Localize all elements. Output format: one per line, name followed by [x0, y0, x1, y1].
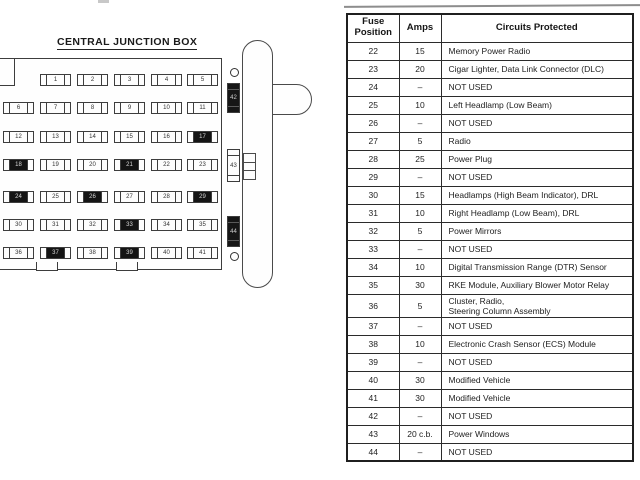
fuse-number: 41: [199, 250, 206, 256]
fuse-43: [227, 149, 240, 182]
cell-circuits: RKE Module, Auxiliary Blower Motor Relay: [441, 276, 633, 294]
fuse-7: [40, 102, 71, 114]
cell-fuse-position: 30: [347, 186, 399, 204]
fuse-number: 37: [47, 248, 64, 258]
table-row-fuse-42: [347, 407, 633, 425]
cell-fuse-position: 37: [347, 317, 399, 335]
fuse-9: [114, 102, 145, 114]
fuse-number: 4: [164, 77, 169, 83]
fuse-42: [227, 83, 240, 113]
cell-amps: 5: [399, 294, 441, 317]
cell-fuse-position: 42: [347, 407, 399, 425]
fuse-table-body: [347, 42, 633, 461]
fuse-terminal: [211, 103, 217, 113]
fuse-terminal: [228, 175, 239, 181]
fuse-terminal: [228, 106, 239, 112]
fuse-5: [187, 74, 218, 86]
fuse-number: 19: [52, 162, 59, 168]
mount-hole-strip-bottom-icon: [230, 252, 239, 261]
fuse-33: [114, 219, 145, 231]
cell-circuits: Headlamps (High Beam Indicator), DRL: [441, 186, 633, 204]
fuse-number: 30: [15, 222, 22, 228]
fuse-number: 1: [53, 77, 58, 83]
cell-amps: 10: [399, 258, 441, 276]
table-row-fuse-38: [347, 335, 633, 353]
cell-circuits: NOT USED: [441, 168, 633, 186]
fuse-number: 25: [52, 194, 59, 200]
fuse-number: 31: [52, 222, 59, 228]
fuse-8: [77, 102, 108, 114]
fuse-number: 38: [89, 250, 96, 256]
fuse-23: [187, 159, 218, 171]
cell-circuits: Electronic Crash Sensor (ECS) Module: [441, 335, 633, 353]
fuse-terminal: [27, 248, 33, 258]
fuse-6: [3, 102, 34, 114]
fuse-table-panel: [346, 13, 634, 462]
fuse-number: 36: [15, 250, 22, 256]
fuse-37: [40, 247, 71, 259]
table-row-fuse-25: [347, 96, 633, 114]
table-row-fuse-33: [347, 240, 633, 258]
cell-amps: 10: [399, 204, 441, 222]
fuse-number: 12: [15, 134, 22, 140]
fuse-number: 40: [163, 250, 170, 256]
fuse-4: [151, 74, 182, 86]
fuse-terminal: [27, 160, 33, 170]
fuse-terminal: [27, 220, 33, 230]
col-header-amps: Amps: [399, 14, 441, 42]
cell-circuits: Modified Vehicle: [441, 371, 633, 389]
cell-fuse-position: 29: [347, 168, 399, 186]
cell-amps: 25: [399, 150, 441, 168]
fuse-15: [114, 131, 145, 143]
fuse-number: 33: [121, 220, 138, 230]
mount-hole-strip-top-icon: [230, 68, 239, 77]
cell-fuse-position: 25: [347, 96, 399, 114]
cell-fuse-position: 34: [347, 258, 399, 276]
cell-amps: –: [399, 78, 441, 96]
fuse-terminal: [101, 160, 107, 170]
fuse-terminal: [175, 192, 181, 202]
fuse-terminal: [101, 220, 107, 230]
cell-amps: 20 c.b.: [399, 425, 441, 443]
fuse-terminal: [27, 192, 33, 202]
cell-circuits: Memory Power Radio: [441, 42, 633, 60]
cell-amps: 15: [399, 42, 441, 60]
fuse-terminal: [211, 132, 217, 142]
fuse-terminal: [175, 160, 181, 170]
cell-circuits: NOT USED: [441, 317, 633, 335]
table-row-fuse-27: [347, 132, 633, 150]
fuse-terminal: [64, 220, 70, 230]
fuse-number: 26: [84, 192, 101, 202]
fuse-terminal: [211, 160, 217, 170]
fuse-terminal: [64, 132, 70, 142]
cell-fuse-position: 41: [347, 389, 399, 407]
fuse-number: 44: [230, 228, 237, 235]
col-header-circuits: Circuits Protected: [441, 14, 633, 42]
fuse-32: [77, 219, 108, 231]
fuse-terminal: [138, 103, 144, 113]
cell-circuits: Right Headlamp (Low Beam), DRL: [441, 204, 633, 222]
cell-amps: –: [399, 114, 441, 132]
fuse-terminal: [101, 192, 107, 202]
fuse-number: 6: [16, 105, 21, 111]
fuse-number: 11: [199, 105, 206, 111]
cell-amps: 15: [399, 186, 441, 204]
table-row-fuse-40: [347, 371, 633, 389]
cell-fuse-position: 44: [347, 443, 399, 461]
cell-fuse-position: 32: [347, 222, 399, 240]
fuse-number: 35: [199, 222, 206, 228]
cell-circuits: NOT USED: [441, 407, 633, 425]
table-row-fuse-44: [347, 443, 633, 461]
fuse-terminal: [138, 192, 144, 202]
cell-fuse-position: 24: [347, 78, 399, 96]
fuse-18: [3, 159, 34, 171]
fuse-20: [77, 159, 108, 171]
fuse-10: [151, 102, 182, 114]
cell-circuits: Digital Transmission Range (DTR) Sensor: [441, 258, 633, 276]
fuse-terminal: [64, 160, 70, 170]
fuse-number: 39: [121, 248, 138, 258]
fuse-number: 9: [127, 105, 132, 111]
table-row-fuse-31: [347, 204, 633, 222]
cell-fuse-position: 33: [347, 240, 399, 258]
cell-amps: –: [399, 240, 441, 258]
cell-circuits: Radio: [441, 132, 633, 150]
cell-amps: 10: [399, 335, 441, 353]
table-row-fuse-43: [347, 425, 633, 443]
cell-amps: 5: [399, 132, 441, 150]
fuse-16: [151, 131, 182, 143]
fuse-terminal: [138, 132, 144, 142]
table-row-fuse-24: [347, 78, 633, 96]
cell-amps: 20: [399, 60, 441, 78]
fuse-terminal: [228, 240, 239, 246]
fuse-terminal: [211, 220, 217, 230]
cell-fuse-position: 43: [347, 425, 399, 443]
fuse-terminal: [27, 132, 33, 142]
fuse-39: [114, 247, 145, 259]
table-row-fuse-35: [347, 276, 633, 294]
cell-amps: 30: [399, 371, 441, 389]
fuse-terminal: [138, 248, 144, 258]
cell-amps: 30: [399, 389, 441, 407]
fuse-number: 43: [230, 162, 237, 169]
fuse-19: [40, 159, 71, 171]
table-row-fuse-26: [347, 114, 633, 132]
cell-fuse-position: 26: [347, 114, 399, 132]
cell-circuits: Left Headlamp (Low Beam): [441, 96, 633, 114]
bottom-notch-right: [116, 262, 138, 271]
fuse-terminal: [64, 75, 70, 85]
fuse-terminal: [64, 248, 70, 258]
table-row-fuse-30: [347, 186, 633, 204]
fuse-terminal: [175, 75, 181, 85]
fuse-terminal: [175, 220, 181, 230]
fuse-17: [187, 131, 218, 143]
fuse-terminal: [138, 220, 144, 230]
cell-circuits: NOT USED: [441, 443, 633, 461]
cell-amps: 10: [399, 96, 441, 114]
fuse-29: [187, 191, 218, 203]
fuse-terminal: [175, 132, 181, 142]
fuse-40: [151, 247, 182, 259]
latch-bar: [244, 170, 255, 171]
fuse-34: [151, 219, 182, 231]
fuse-number: 17: [194, 132, 211, 142]
fuse-terminal: [27, 103, 33, 113]
fuse-12: [3, 131, 34, 143]
table-row-fuse-37: [347, 317, 633, 335]
fuse-number: 5: [200, 77, 205, 83]
fuse-terminal: [211, 192, 217, 202]
fuse-35: [187, 219, 218, 231]
fuse-number: 32: [89, 222, 96, 228]
latch-bar: [244, 162, 255, 163]
fuse-table: [346, 13, 634, 462]
cell-fuse-position: 39: [347, 353, 399, 371]
fuse-terminal: [138, 75, 144, 85]
table-row-fuse-36: [347, 294, 633, 317]
fuse-terminal: [64, 192, 70, 202]
fuse-number: 23: [199, 162, 206, 168]
fuse-28: [151, 191, 182, 203]
cell-circuits: Cluster, Radio, Steering Column Assembly: [441, 294, 633, 317]
fuse-11: [187, 102, 218, 114]
fuse-31: [40, 219, 71, 231]
cell-circuits: NOT USED: [441, 114, 633, 132]
cell-circuits: NOT USED: [441, 353, 633, 371]
fuse-number: 29: [194, 192, 211, 202]
cell-circuits: Modified Vehicle: [441, 389, 633, 407]
cell-amps: –: [399, 353, 441, 371]
fuse-number: 10: [163, 105, 170, 111]
cell-circuits: Power Windows: [441, 425, 633, 443]
fuse-number: 22: [163, 162, 170, 168]
cell-circuits: Power Plug: [441, 150, 633, 168]
fuse-2: [77, 74, 108, 86]
cell-fuse-position: 31: [347, 204, 399, 222]
fuse-22: [151, 159, 182, 171]
cell-fuse-position: 38: [347, 335, 399, 353]
fuse-1: [40, 74, 71, 86]
col-header-fuse-position: Fuse Position: [347, 14, 399, 42]
fuse-3: [114, 74, 145, 86]
fuse-number: 18: [10, 160, 27, 170]
fuse-44: [227, 216, 240, 247]
table-row-fuse-29: [347, 168, 633, 186]
cell-amps: –: [399, 317, 441, 335]
table-row-fuse-39: [347, 353, 633, 371]
table-row-fuse-23: [347, 60, 633, 78]
latch-bracket: [243, 153, 256, 180]
fuse-25: [40, 191, 71, 203]
fuse-21: [114, 159, 145, 171]
fuse-terminal: [101, 132, 107, 142]
fuse-14: [77, 131, 108, 143]
cell-circuits: Power Mirrors: [441, 222, 633, 240]
cell-amps: –: [399, 168, 441, 186]
cell-fuse-position: 22: [347, 42, 399, 60]
fuse-number: 8: [90, 105, 95, 111]
fuse-number: 24: [10, 192, 27, 202]
fuse-number: 27: [126, 194, 133, 200]
fuse-number: 2: [90, 77, 95, 83]
cell-fuse-position: 28: [347, 150, 399, 168]
cell-amps: –: [399, 443, 441, 461]
corner-mount-cell: [0, 59, 15, 86]
table-row-fuse-28: [347, 150, 633, 168]
fuse-number: 34: [163, 222, 170, 228]
fuse-terminal: [64, 103, 70, 113]
fuse-number: 20: [89, 162, 96, 168]
cell-fuse-position: 27: [347, 132, 399, 150]
fuse-36: [3, 247, 34, 259]
cell-fuse-position: 40: [347, 371, 399, 389]
cell-circuits: NOT USED: [441, 240, 633, 258]
cell-fuse-position: 35: [347, 276, 399, 294]
fuse-terminal: [211, 248, 217, 258]
fuse-terminal: [101, 75, 107, 85]
fuse-27: [114, 191, 145, 203]
cell-fuse-position: 36: [347, 294, 399, 317]
fuse-number: 21: [121, 160, 138, 170]
table-row-fuse-41: [347, 389, 633, 407]
fuse-terminal: [101, 248, 107, 258]
fuse-number: 3: [127, 77, 132, 83]
cell-circuits: Cigar Lighter, Data Link Connector (DLC): [441, 60, 633, 78]
fuse-terminal: [138, 160, 144, 170]
fuse-number: 7: [53, 105, 58, 111]
cell-fuse-position: 23: [347, 60, 399, 78]
cell-amps: –: [399, 407, 441, 425]
fuse-terminal: [175, 248, 181, 258]
fuse-24: [3, 191, 34, 203]
fuse-number: 28: [163, 194, 170, 200]
fuse-38: [77, 247, 108, 259]
diagram-title: CENTRAL JUNCTION BOX: [57, 36, 198, 48]
fuse-number: 14: [89, 134, 96, 140]
cell-circuits: NOT USED: [441, 78, 633, 96]
fuse-terminal: [211, 75, 217, 85]
cell-amps: 5: [399, 222, 441, 240]
table-row-fuse-34: [347, 258, 633, 276]
table-header-row: [347, 14, 633, 42]
table-row-fuse-22: [347, 42, 633, 60]
fuse-26: [77, 191, 108, 203]
fuse-30: [3, 219, 34, 231]
cell-amps: 30: [399, 276, 441, 294]
fuse-terminal: [175, 103, 181, 113]
fuse-41: [187, 247, 218, 259]
fuse-number: 42: [230, 95, 237, 101]
bottom-notch-left: [36, 262, 58, 271]
table-row-fuse-32: [347, 222, 633, 240]
fuse-13: [40, 131, 71, 143]
fuse-number: 13: [52, 134, 59, 140]
fuse-terminal: [101, 103, 107, 113]
fuse-number: 16: [163, 134, 170, 140]
fuse-number: 15: [126, 134, 133, 140]
